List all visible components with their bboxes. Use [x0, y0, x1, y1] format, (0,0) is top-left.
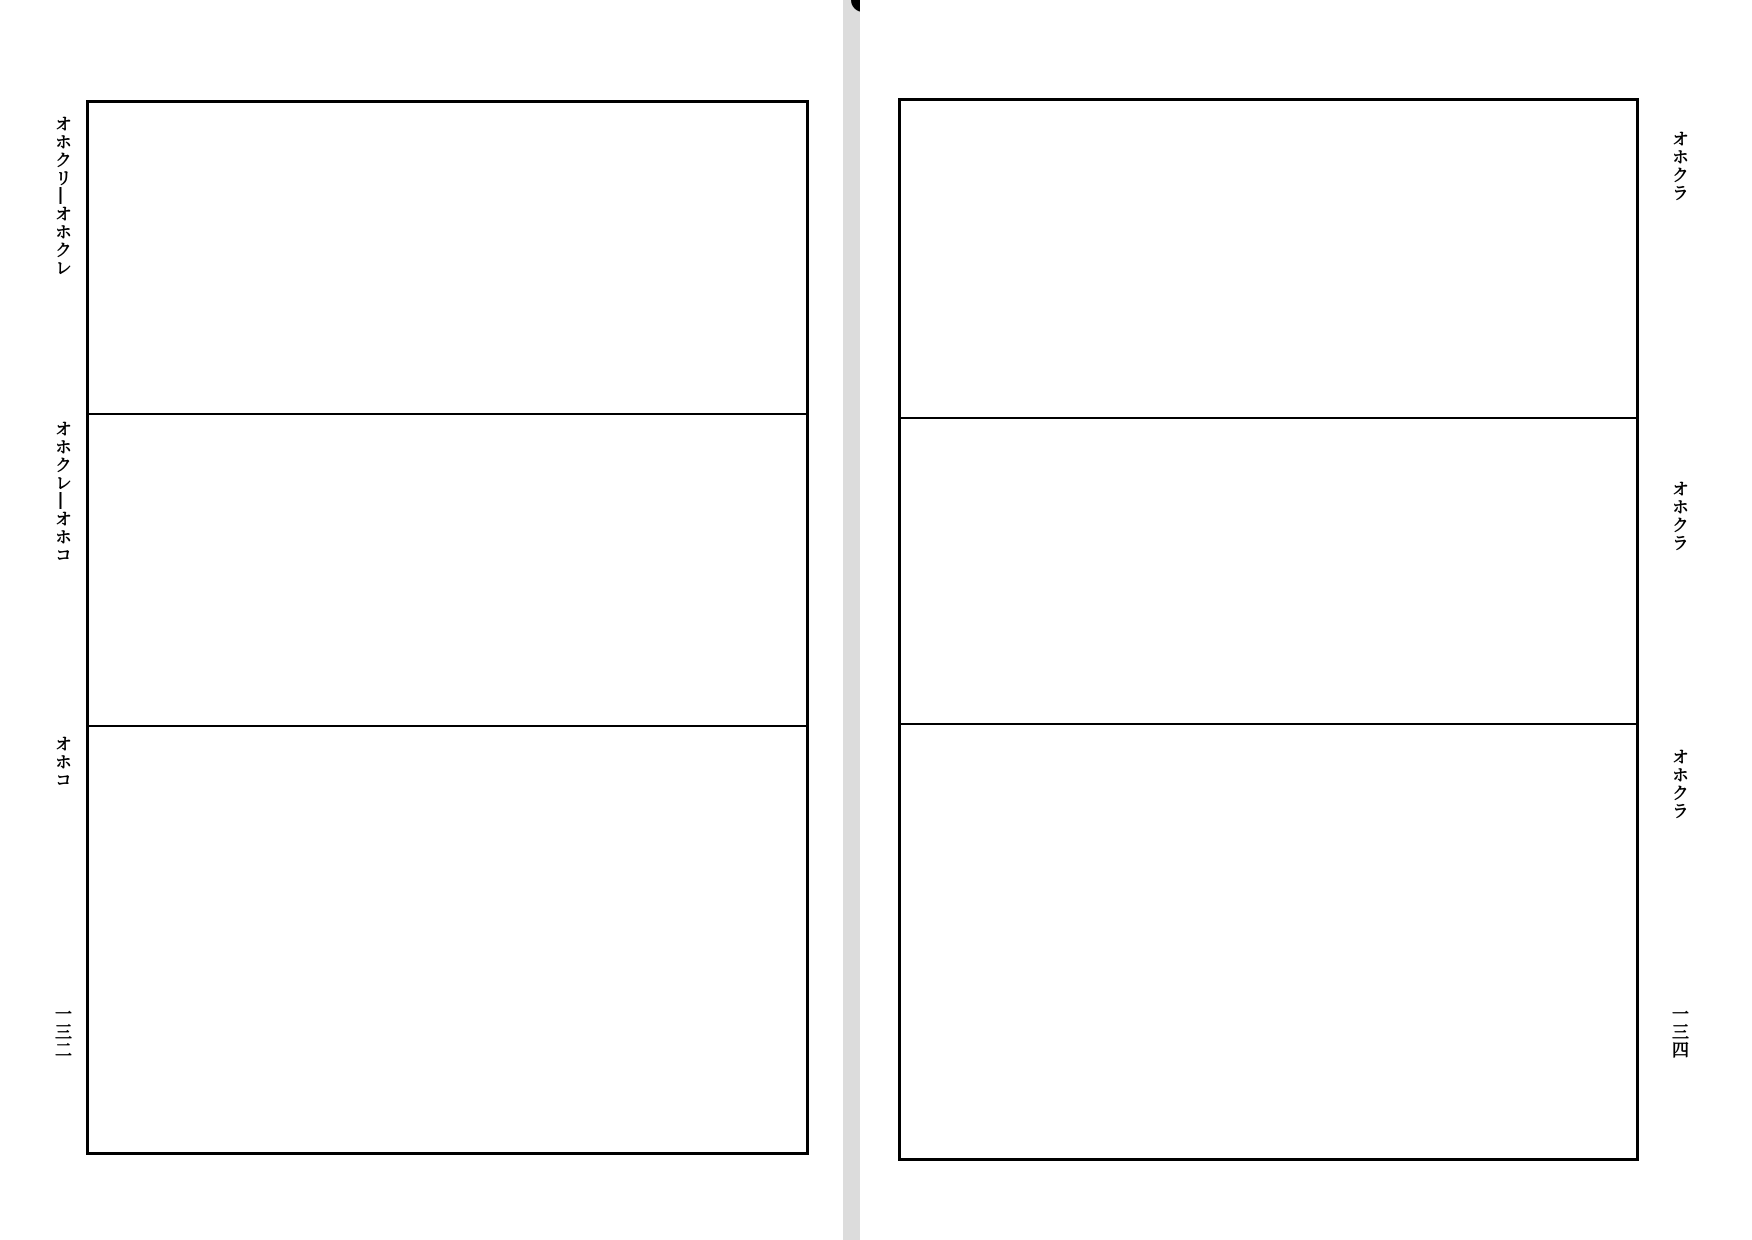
running-head: オホクレ―オホコ [51, 420, 71, 564]
running-head: オホコ [51, 735, 71, 789]
section-divider [89, 725, 806, 727]
section-divider [901, 417, 1636, 419]
right-page [860, 0, 1752, 1240]
left-text-frame [86, 100, 809, 1155]
section-divider [89, 413, 806, 415]
running-head: オホクリ―オホクレ [51, 115, 71, 277]
running-head: オホクラ [1668, 748, 1688, 820]
section-divider [901, 723, 1636, 725]
left-page [0, 0, 860, 1240]
running-head: オホクラ [1668, 480, 1688, 552]
page-number: 一三二 [51, 1005, 71, 1059]
running-head: オホクラ [1668, 130, 1688, 202]
right-text-frame [898, 98, 1639, 1161]
page-number: 一三四 [1668, 1005, 1688, 1059]
